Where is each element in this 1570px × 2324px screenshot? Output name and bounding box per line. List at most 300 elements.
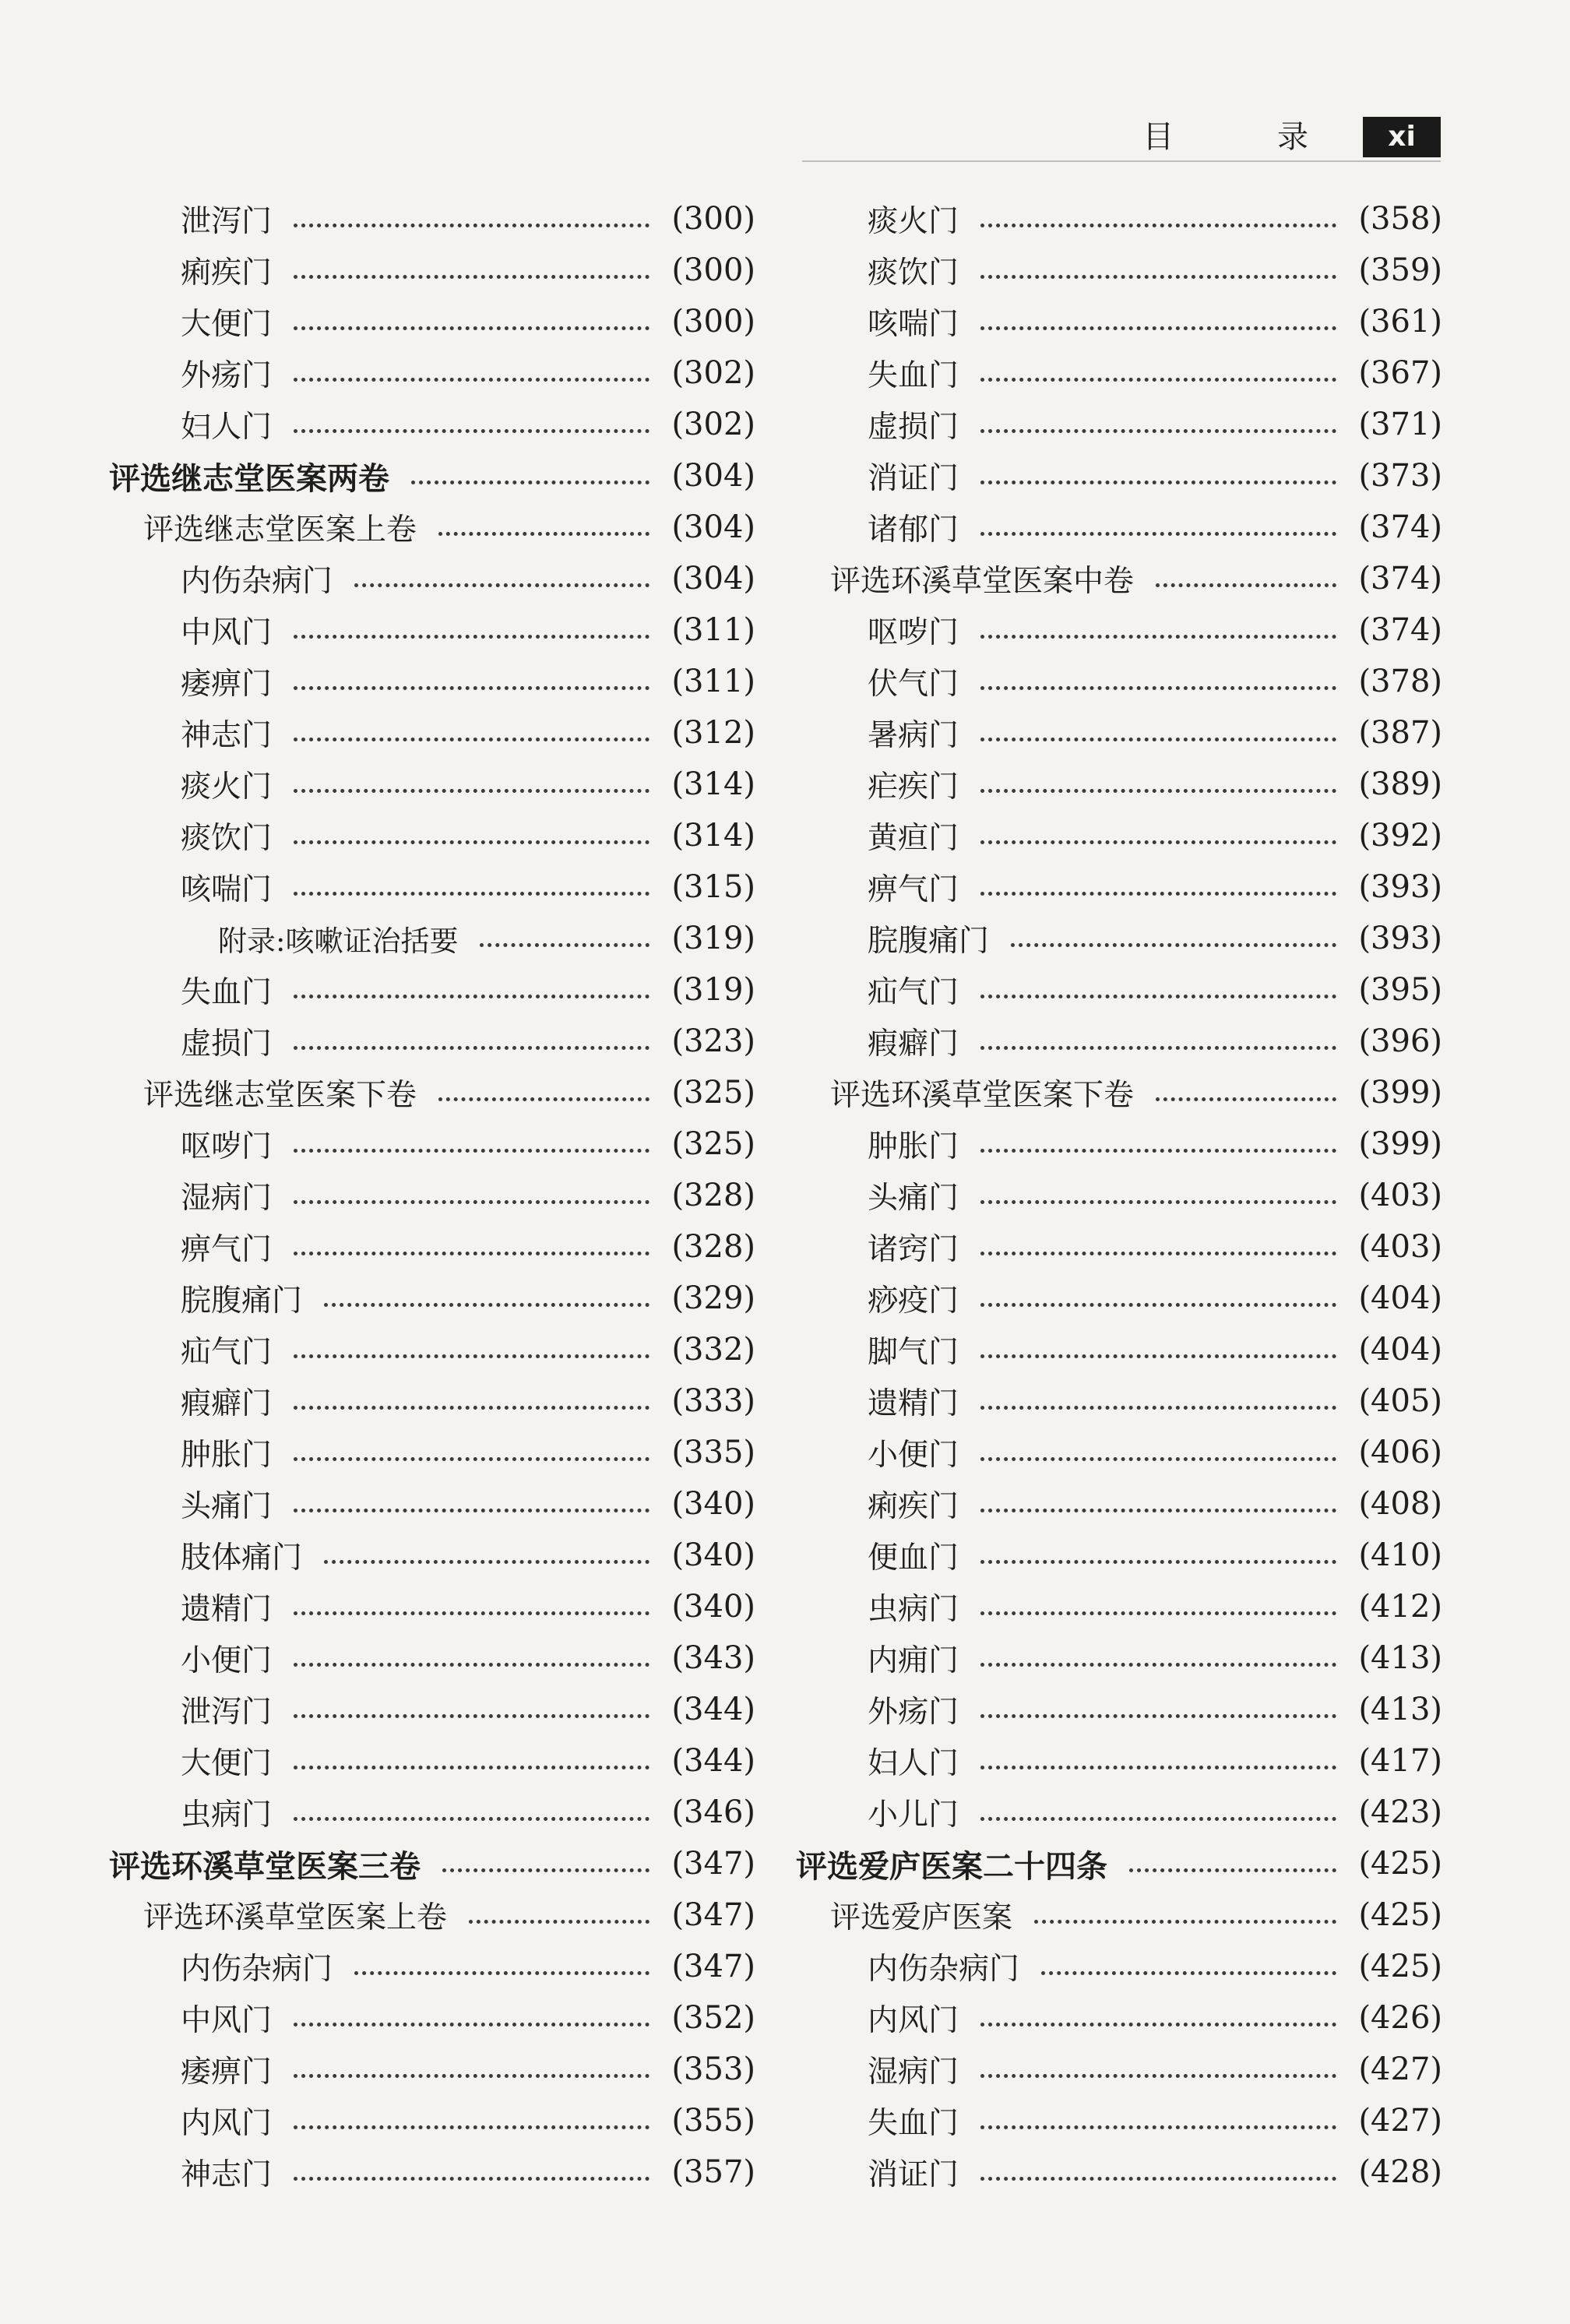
- toc-leader-dots: [980, 840, 1336, 844]
- toc-entry[interactable]: [796, 1941, 1442, 1992]
- toc-entry[interactable]: [109, 1221, 755, 1273]
- toc-entry-title: 神志门: [181, 2157, 273, 2192]
- toc-entry-title: 评选爱庐医案二十四条: [796, 1848, 1107, 1885]
- toc-leader-dots: [980, 326, 1336, 330]
- toc-entry[interactable]: [109, 1118, 755, 1170]
- toc-entry[interactable]: [109, 810, 755, 861]
- toc-leader-dots: [294, 1252, 649, 1255]
- toc-entry-page: (389): [1358, 766, 1442, 802]
- toc-leader-dots: [980, 1200, 1336, 1204]
- toc-leader-dots: [294, 995, 649, 998]
- toc-entry-page: (335): [671, 1435, 755, 1470]
- toc-entry-page: (408): [1358, 1486, 1442, 1522]
- toc-entry-page: (371): [1358, 407, 1442, 442]
- toc-entry-page: (357): [671, 2154, 755, 2190]
- toc-entry-title: 评选环溪草堂医案中卷: [830, 564, 1135, 599]
- toc-entry-title: 痿痹门: [181, 2055, 273, 2090]
- toc-leader-dots: [980, 429, 1336, 433]
- toc-entry[interactable]: [796, 2095, 1442, 2146]
- toc-leader-dots: [980, 789, 1336, 793]
- toc-entry[interactable]: [796, 861, 1442, 913]
- toc-entry[interactable]: [109, 1530, 755, 1581]
- toc-leader-dots: [480, 943, 649, 947]
- toc-entry-title: 湿病门: [181, 1181, 273, 1216]
- toc-leader-dots: [469, 1920, 649, 1924]
- toc-leader-dots: [438, 532, 649, 536]
- toc-entry[interactable]: [109, 1016, 755, 1067]
- toc-leader-dots: [294, 378, 649, 382]
- toc-entry[interactable]: [796, 193, 1442, 245]
- toc-entry-page: (428): [1358, 2154, 1442, 2190]
- toc-leader-dots: [980, 2177, 1336, 2181]
- toc-entry-page: (329): [671, 1280, 755, 1316]
- toc-entry-title: 泄泻门: [181, 204, 273, 239]
- toc-leader-dots: [1011, 943, 1336, 947]
- toc-entry-page: (304): [671, 509, 755, 545]
- toc-entry-page: (347): [671, 1949, 755, 1984]
- toc-entry-page: (300): [671, 252, 755, 288]
- toc-entry[interactable]: [796, 2044, 1442, 2095]
- toc-entry[interactable]: [796, 450, 1442, 502]
- toc-entry-title: 疟疾门: [868, 769, 959, 805]
- toc-entry-title: 痰饮门: [868, 255, 959, 290]
- toc-entry[interactable]: [109, 1838, 755, 1889]
- toc-entry[interactable]: [796, 502, 1442, 553]
- toc-leader-dots: [442, 1868, 649, 1872]
- toc-leader-dots: [294, 1766, 649, 1769]
- toc-entry-title: 评选继志堂医案下卷: [143, 1078, 417, 1113]
- toc-entry-page: (367): [1358, 355, 1442, 391]
- toc-entry[interactable]: [109, 1067, 755, 1118]
- toc-entry[interactable]: [109, 1273, 755, 1324]
- toc-entry-title: 头痛门: [181, 1489, 273, 1524]
- toc-entry[interactable]: [109, 1684, 755, 1735]
- toc-entry[interactable]: [109, 604, 755, 656]
- toc-leader-dots: [980, 1457, 1336, 1461]
- toc-leader-dots: [980, 1046, 1336, 1050]
- toc-entry-title: 头痛门: [868, 1181, 959, 1216]
- toc-entry-page: (406): [1358, 1435, 1442, 1470]
- toc-leader-dots: [980, 2023, 1336, 2026]
- toc-entry[interactable]: [796, 553, 1442, 604]
- toc-entry-page: (425): [1358, 1897, 1442, 1933]
- toc-entry-page: (359): [1358, 252, 1442, 288]
- toc-entry-page: (425): [1358, 1846, 1442, 1882]
- toc-entry-title: 伏气门: [868, 667, 959, 702]
- toc-entry-page: (311): [671, 664, 755, 699]
- toc-entry-title: 内风门: [868, 2003, 959, 2038]
- toc-entry-page: (340): [671, 1589, 755, 1625]
- toc-entry[interactable]: [796, 1375, 1442, 1427]
- toc-entry-title: 暑病门: [868, 718, 959, 753]
- toc-entry-page: (374): [1358, 561, 1442, 597]
- toc-leader-dots: [1041, 1971, 1336, 1975]
- toc-entry-title: 虫病门: [868, 1592, 959, 1627]
- toc-leader-dots: [294, 1611, 649, 1615]
- toc-entry-title: 失血门: [181, 975, 273, 1010]
- toc-entry-title: 评选环溪草堂医案下卷: [830, 1078, 1135, 1113]
- toc-leader-dots: [294, 429, 649, 433]
- toc-entry[interactable]: [796, 1632, 1442, 1684]
- toc-entry-title: 虚损门: [181, 1026, 273, 1062]
- toc-entry[interactable]: [109, 347, 755, 399]
- toc-entry-page: (374): [1358, 612, 1442, 648]
- toc-entry-page: (404): [1358, 1332, 1442, 1368]
- toc-leader-dots: [1156, 583, 1336, 587]
- toc-leader-dots: [980, 532, 1336, 536]
- toc-entry-title: 中风门: [181, 615, 273, 650]
- toc-leader-dots: [294, 789, 649, 793]
- toc-leader-dots: [980, 1406, 1336, 1410]
- toc-entry-title: 虫病门: [181, 1798, 273, 1833]
- toc-entry[interactable]: [796, 604, 1442, 656]
- toc-entry[interactable]: [796, 1016, 1442, 1067]
- toc-entry[interactable]: [109, 759, 755, 810]
- toc-entry-title: 咳喘门: [181, 872, 273, 907]
- toc-entry[interactable]: [109, 1478, 755, 1530]
- toc-leader-dots: [980, 892, 1336, 896]
- toc-leader-dots: [294, 1354, 649, 1358]
- toc-entry-title: 神志门: [181, 718, 273, 753]
- toc-entry-title: 小儿门: [868, 1798, 959, 1833]
- toc-leader-dots: [980, 1766, 1336, 1769]
- toc-leader-dots: [980, 1714, 1336, 1718]
- toc-leader-dots: [980, 1509, 1336, 1512]
- toc-entry[interactable]: [109, 1735, 755, 1787]
- toc-entry[interactable]: [796, 399, 1442, 450]
- toc-entry-page: (417): [1358, 1743, 1442, 1779]
- toc-leader-dots: [294, 1663, 649, 1667]
- toc-entry-page: (353): [671, 2051, 755, 2087]
- toc-entry-title: 诸郁门: [868, 512, 959, 548]
- toc-entry-page: (378): [1358, 664, 1442, 699]
- toc-entry[interactable]: [109, 707, 755, 759]
- toc-leader-dots: [980, 1252, 1336, 1255]
- toc-entry[interactable]: [796, 1427, 1442, 1478]
- toc-entry-title: 痹气门: [868, 872, 959, 907]
- toc-entry[interactable]: [796, 759, 1442, 810]
- toc-leader-dots: [980, 1817, 1336, 1821]
- toc-entry[interactable]: [109, 245, 755, 296]
- toc-entry-page: (393): [1358, 869, 1442, 905]
- toc-entry-page: (333): [671, 1383, 755, 1419]
- toc-entry-title: 痰火门: [868, 204, 959, 239]
- page-header: [802, 117, 1441, 157]
- toc-entry-title: 瘕癖门: [181, 1386, 273, 1421]
- toc-leader-dots: [294, 326, 649, 330]
- toc-entry[interactable]: [109, 1581, 755, 1632]
- toc-entry[interactable]: [796, 1684, 1442, 1735]
- toc-leader-dots: [980, 481, 1336, 484]
- toc-leader-dots: [438, 1097, 649, 1101]
- toc-leader-dots: [294, 686, 649, 690]
- toc-entry-page: (355): [671, 2103, 755, 2139]
- toc-leader-dots: [354, 1971, 649, 1975]
- toc-entry-page: (374): [1358, 509, 1442, 545]
- toc-entry[interactable]: [796, 1530, 1442, 1581]
- toc-entry-title: 泄泻门: [181, 1695, 273, 1730]
- toc-entry-title: 便血门: [868, 1541, 959, 1576]
- toc-entry-title: 疝气门: [868, 975, 959, 1010]
- toc-entry-title: 虚损门: [868, 410, 959, 445]
- toc-entry-title: 大便门: [181, 307, 273, 342]
- toc-entry[interactable]: [109, 553, 755, 604]
- toc-entry-title: 妇人门: [868, 1746, 959, 1781]
- toc-entry-page: (393): [1358, 921, 1442, 956]
- toc-leader-dots: [980, 635, 1336, 639]
- toc-entry-title: 内伤杂病门: [868, 1952, 1020, 1987]
- toc-entry-page: (302): [671, 407, 755, 442]
- toc-entry-page: (427): [1358, 2051, 1442, 2087]
- toc-entry-page: (323): [671, 1023, 755, 1059]
- toc-entry-title: 呕哕门: [181, 1129, 273, 1164]
- toc-leader-dots: [294, 1046, 649, 1050]
- toc-entry[interactable]: [109, 1889, 755, 1941]
- toc-entry-title: 遗精门: [181, 1592, 273, 1627]
- toc-entry-title: 评选继志堂医案两卷: [109, 460, 389, 497]
- toc-entry-title: 疝气门: [181, 1335, 273, 1370]
- toc-entry-page: (344): [671, 1692, 755, 1727]
- toc-entry-title: 外疡门: [181, 358, 273, 393]
- toc-entry-page: (328): [671, 1229, 755, 1265]
- toc-entry-title: 中风门: [181, 2003, 273, 2038]
- toc-entry-page: (304): [671, 458, 755, 494]
- toc-entry-title: 妇人门: [181, 410, 273, 445]
- toc-leader-dots: [324, 1560, 649, 1564]
- toc-entry-title: 外疡门: [868, 1695, 959, 1730]
- toc-entry[interactable]: [109, 1375, 755, 1427]
- toc-entry[interactable]: [109, 913, 755, 964]
- toc-entry-page: (315): [671, 869, 755, 905]
- toc-entry[interactable]: [109, 296, 755, 347]
- toc-entry-page: (399): [1358, 1075, 1442, 1111]
- toc-entry-page: (304): [671, 561, 755, 597]
- toc-entry-title: 失血门: [868, 2106, 959, 2141]
- toc-entry-title: 内伤杂病门: [181, 1952, 333, 1987]
- toc-entry-page: (396): [1358, 1023, 1442, 1059]
- toc-entry-page: (314): [671, 818, 755, 854]
- toc-leader-dots: [294, 275, 649, 279]
- toc-entry-page: (373): [1358, 458, 1442, 494]
- toc-entry[interactable]: [109, 1324, 755, 1375]
- toc-entry-title: 肢体痛门: [181, 1541, 303, 1576]
- toc-leader-dots: [980, 378, 1336, 382]
- toc-entry-page: (302): [671, 355, 755, 391]
- toc-entry[interactable]: [109, 193, 755, 245]
- toc-entry[interactable]: [796, 347, 1442, 399]
- toc-entry[interactable]: [796, 245, 1442, 296]
- toc-entry-page: (403): [1358, 1229, 1442, 1265]
- toc-leader-dots: [294, 1457, 649, 1461]
- toc-entry[interactable]: [796, 1118, 1442, 1170]
- toc-entry[interactable]: [109, 1992, 755, 2044]
- toc-entry-title: 肿胀门: [868, 1129, 959, 1164]
- toc-entry-title: 痧疫门: [868, 1283, 959, 1319]
- toc-leader-dots: [980, 1560, 1336, 1564]
- header-page-number: xi: [1363, 117, 1441, 157]
- toc-leader-dots: [294, 1817, 649, 1821]
- toc-entry-title: 评选环溪草堂医案上卷: [143, 1900, 448, 1935]
- toc-entry-page: (399): [1358, 1126, 1442, 1162]
- toc-entry-page: (403): [1358, 1178, 1442, 1213]
- toc-entry[interactable]: [796, 707, 1442, 759]
- toc-entry-page: (340): [671, 1537, 755, 1573]
- toc-entry[interactable]: [109, 1787, 755, 1838]
- toc-entry-title: 失血门: [868, 358, 959, 393]
- toc-entry[interactable]: [109, 656, 755, 707]
- toc-entry-title: 痢疾门: [868, 1489, 959, 1524]
- toc-leader-dots: [294, 2023, 649, 2026]
- toc-leader-dots: [980, 2125, 1336, 2129]
- toc-entry[interactable]: [109, 861, 755, 913]
- toc-entry-page: (404): [1358, 1280, 1442, 1316]
- toc-entry-title: 脘腹痛门: [868, 924, 990, 959]
- toc-leader-dots: [294, 892, 649, 896]
- toc-entry-page: (300): [671, 304, 755, 340]
- toc-entry-page: (425): [1358, 1949, 1442, 1984]
- toc-entry-title: 痰火门: [181, 769, 273, 805]
- toc-entry-page: (344): [671, 1743, 755, 1779]
- toc-entry[interactable]: [796, 1170, 1442, 1221]
- toc-entry-title: 脚气门: [868, 1335, 959, 1370]
- toc-entry[interactable]: [796, 296, 1442, 347]
- toc-entry-title: 内痈门: [868, 1643, 959, 1678]
- toc-entry[interactable]: [109, 964, 755, 1016]
- toc-leader-dots: [294, 1406, 649, 1410]
- toc-entry-title: 诸窍门: [868, 1232, 959, 1267]
- toc-leader-dots: [980, 995, 1336, 998]
- toc-entry[interactable]: [796, 964, 1442, 1016]
- toc-entry-title: 咳喘门: [868, 307, 959, 342]
- toc-entry[interactable]: [109, 502, 755, 553]
- toc-entry[interactable]: [109, 1941, 755, 1992]
- toc-entry-title: 消证门: [868, 2157, 959, 2192]
- toc-entry-title: 小便门: [181, 1643, 273, 1678]
- toc-entry-title: 附录:咳嗽证治括要: [218, 924, 459, 958]
- toc-entry-title: 瘕癖门: [868, 1026, 959, 1062]
- toc-entry-page: (352): [671, 2000, 755, 2036]
- toc-entry-title: 消证门: [868, 461, 959, 496]
- toc-entry-page: (347): [671, 1897, 755, 1933]
- toc-entry-page: (319): [671, 972, 755, 1008]
- toc-entry-page: (395): [1358, 972, 1442, 1008]
- toc-entry[interactable]: [109, 399, 755, 450]
- toc-entry-page: (346): [671, 1794, 755, 1830]
- toc-entry-title: 脘腹痛门: [181, 1283, 303, 1319]
- toc-entry-page: (358): [1358, 201, 1442, 237]
- toc-leader-dots: [294, 1149, 649, 1153]
- toc-leader-dots: [294, 2177, 649, 2181]
- toc-entry[interactable]: [796, 810, 1442, 861]
- toc-entry[interactable]: [109, 450, 755, 502]
- toc-entry-title: 评选爱庐医案: [830, 1900, 1013, 1935]
- toc-entry-title: 湿病门: [868, 2055, 959, 2090]
- toc-leader-dots: [980, 1611, 1336, 1615]
- header-rule: [802, 160, 1441, 162]
- toc-entry[interactable]: [796, 1889, 1442, 1941]
- toc-leader-dots: [294, 840, 649, 844]
- toc-entry[interactable]: [796, 1478, 1442, 1530]
- toc-leader-dots: [980, 686, 1336, 690]
- toc-entry-page: (387): [1358, 715, 1442, 751]
- toc-entry-page: (343): [671, 1640, 755, 1676]
- toc-leader-dots: [980, 224, 1336, 227]
- toc-entry-page: (392): [1358, 818, 1442, 854]
- toc-entry-page: (426): [1358, 2000, 1442, 2036]
- toc-leader-dots: [1129, 1868, 1336, 1872]
- toc-entry[interactable]: [109, 1632, 755, 1684]
- toc-left-column: [109, 193, 755, 2198]
- toc-leader-dots: [294, 2125, 649, 2129]
- toc-entry[interactable]: [796, 1992, 1442, 2044]
- toc-entry-page: (300): [671, 201, 755, 237]
- toc-entry-title: 内伤杂病门: [181, 564, 333, 599]
- toc-entry-title: 痢疾门: [181, 255, 273, 290]
- toc-entry-page: (314): [671, 766, 755, 802]
- toc-leader-dots: [1034, 1920, 1336, 1924]
- toc-entry-page: (410): [1358, 1537, 1442, 1573]
- toc-leader-dots: [980, 1149, 1336, 1153]
- toc-entry-page: (347): [671, 1846, 755, 1882]
- toc-entry[interactable]: [796, 1273, 1442, 1324]
- toc-leader-dots: [294, 738, 649, 741]
- toc-leader-dots: [980, 1354, 1336, 1358]
- toc-leader-dots: [980, 2074, 1336, 2078]
- toc-entry[interactable]: [796, 1067, 1442, 1118]
- toc-entry[interactable]: [796, 1581, 1442, 1632]
- toc-entry-title: 评选环溪草堂医案三卷: [109, 1848, 421, 1885]
- header-title: 目 录: [1142, 119, 1355, 155]
- toc-entry[interactable]: [109, 2095, 755, 2146]
- toc-leader-dots: [980, 1303, 1336, 1307]
- toc-entry-page: (413): [1358, 1640, 1442, 1676]
- toc-entry-page: (423): [1358, 1794, 1442, 1830]
- toc-entry-title: 内风门: [181, 2106, 273, 2141]
- toc-entry[interactable]: [109, 2044, 755, 2095]
- toc-entry-page: (325): [671, 1075, 755, 1111]
- toc-leader-dots: [980, 1663, 1336, 1667]
- toc-leader-dots: [1156, 1097, 1336, 1101]
- toc-entry[interactable]: [796, 2146, 1442, 2198]
- toc-entry-page: (412): [1358, 1589, 1442, 1625]
- toc-entry[interactable]: [796, 913, 1442, 964]
- toc-entry-page: (328): [671, 1178, 755, 1213]
- toc-entry-page: (361): [1358, 304, 1442, 340]
- toc-entry[interactable]: [796, 656, 1442, 707]
- toc-entry-title: 遗精门: [868, 1386, 959, 1421]
- toc-entry-page: (427): [1358, 2103, 1442, 2139]
- toc-leader-dots: [294, 2074, 649, 2078]
- toc-entry-title: 呕哕门: [868, 615, 959, 650]
- toc-right-column: [796, 193, 1442, 2198]
- toc-entry[interactable]: [109, 1427, 755, 1478]
- toc-leader-dots: [411, 481, 649, 484]
- toc-entry[interactable]: [796, 1787, 1442, 1838]
- toc-entry[interactable]: [796, 1221, 1442, 1273]
- toc-entry[interactable]: [109, 1170, 755, 1221]
- toc-entry-title: 痿痹门: [181, 667, 273, 702]
- toc-leader-dots: [294, 1200, 649, 1204]
- toc-entry[interactable]: [796, 1838, 1442, 1889]
- toc-entry[interactable]: [109, 2146, 755, 2198]
- toc-leader-dots: [980, 275, 1336, 279]
- toc-entry[interactable]: [796, 1735, 1442, 1787]
- toc-entry[interactable]: [796, 1324, 1442, 1375]
- toc-entry-page: (340): [671, 1486, 755, 1522]
- toc-entry-title: 小便门: [868, 1438, 959, 1473]
- toc-leader-dots: [294, 1714, 649, 1718]
- toc-leader-dots: [980, 738, 1336, 741]
